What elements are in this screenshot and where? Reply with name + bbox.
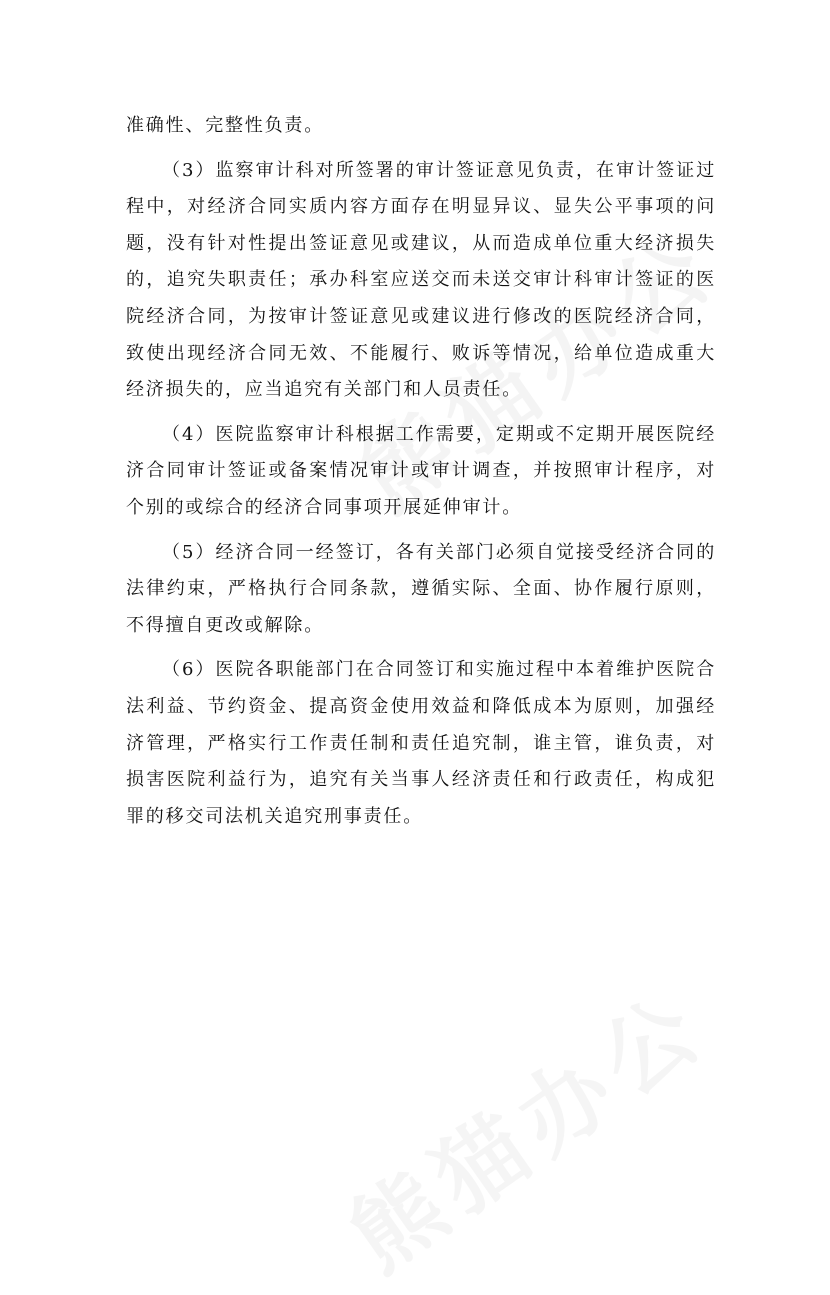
paragraph-item-6: （6）医院各职能部门在合同签订和实施过程中本着维护医院合法利益、节约资金、提高资金使用效益和降低成本为原则，加强经济管理，严格实行工作责任制和责任追究制，谁主管，谁负责，对损害医院利益行为，追究有关当事人经济责任和行政责任，构成犯罪的移交司法机关追究刑事责任。 (126, 659, 716, 827)
paragraph-item-3: （3）监察审计科对所签署的审计签证意见负责，在审计签证过程中，对经济合同实质内容方面存在明显异议、显失公平事项的问题，没有针对性提出签证意见或建议，从而造成单位重大经济损失的，追究失职责任；承办科室应送交而未送交审计科审计签证的医院经济合同，为按审计签证意见或建议进行修改的医院经济合同，致使出现经济合同无效、不能履行、败诉等情况，给单位造成重大经济损失的，应当追究有关部门和人员责任。 (126, 159, 716, 401)
document-body (126, 108, 716, 843)
watermark-bottom (320, 955, 729, 1295)
paragraph-item-5: （5）经济合同一经签订，各有关部门必须自觉接受经济合同的法律约束，严格执行合同条款，遵循实际、全面、协作履行原则，不得擅自更改或解除。 (126, 541, 716, 636)
paragraph-item-4: （4）医院监察审计科根据工作需要，定期或不定期开展医院经济合同审计签证或备案情况审计或审计调查，并按照审计程序，对个别的或综合的经济合同事项开展延伸审计。 (126, 423, 716, 518)
paragraph-continuation: 准确性、完整性负责。 (126, 115, 324, 136)
